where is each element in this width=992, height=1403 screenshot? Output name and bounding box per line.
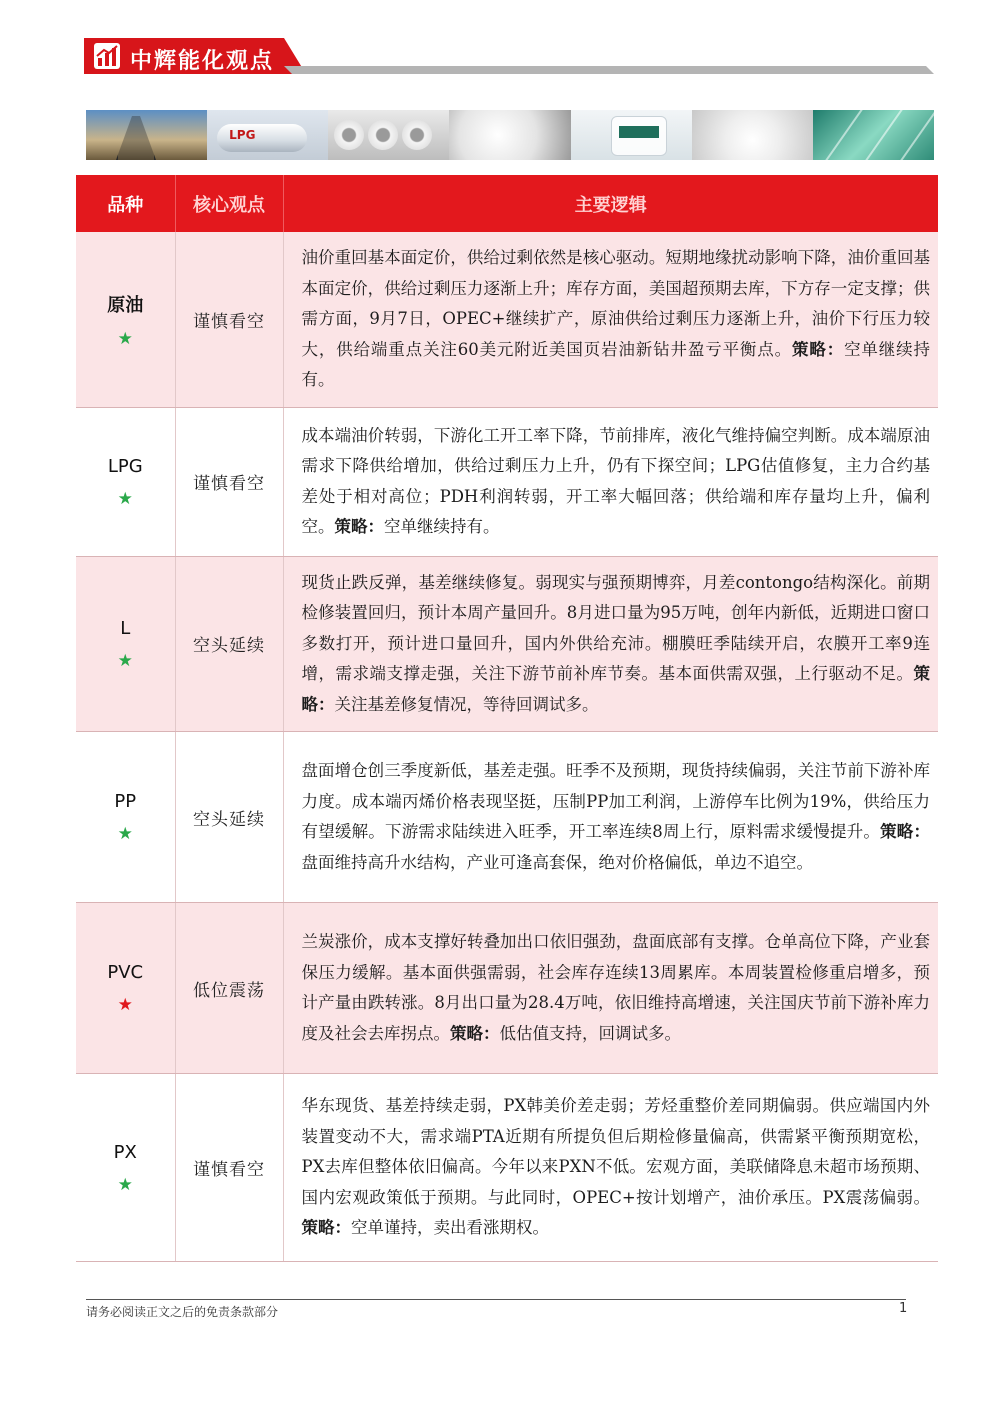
footer-rule (86, 1299, 906, 1300)
star-icon: ★ (117, 995, 133, 1015)
table-header-row (76, 175, 938, 232)
strategy-text: 低估值支持，回调试多。 (499, 1023, 681, 1043)
table-row-pvc (76, 903, 938, 1074)
view-cell: 谨慎看空 (175, 1074, 283, 1262)
report-header (84, 38, 934, 76)
star-icon: ★ (117, 328, 133, 349)
table-row-pp (76, 732, 938, 903)
product-image-strip (86, 110, 934, 160)
logic-text: 华东现货、基差持续走弱，PX韩美价差走弱；芳烃重整价差同期偏弱。供应端国内外装置变动不大，需求端PTA近期有所提负但后期检修量偏高，供需紧平衡预期宽松，PX去库但整体依旧偏高。今年以来PXN不低。宏观方面，美联储降息未超市场预期、国内宏观政策低于预期。与此同时，OPEC+按计划增产，油价承压。PX震荡偏弱。 (301, 1096, 930, 1207)
glass-edge (898, 110, 934, 160)
white-beads-image (692, 110, 813, 160)
logic-text: 现货止跌反弹，基差继续修复。弱现实与强预期博弈，月差contongo结构深化。前期检修装置回归，预计本周产量回升。8月进口量为95万吨，创年内新低，近期进口窗口多数打开，预计进口量回升，国内外供给充沛。棚膜旺季陆续开启，农膜开工率9连增，需求端支撑走强，关注下游节前补库节奏。基本面供需双强，上行驱动不足。 (301, 572, 930, 683)
variety-name: PX (113, 1141, 137, 1163)
table-row-crude-oil (76, 232, 938, 407)
pipe-shape (402, 120, 432, 150)
star-icon: ★ (117, 488, 133, 509)
lpg-tanks-image (207, 110, 328, 160)
logic-text: 成本端油价转弱，下游化工开工率下降，节前排库，液化气维持偏空判断。成本端原油需求下降供给增加，供给过剩压力上升，仍有下探空间；LPG估值修复，主力合约基差处于相对高位；PDH利润转弱，开工率大幅回落；供给端和库存量均上升，偏利空。 (301, 425, 930, 536)
variety-name: PP (114, 791, 137, 812)
derrick-shape (116, 116, 156, 160)
view-cell: 空头延续 (175, 556, 283, 732)
lpg-tank-label: LPG (229, 128, 256, 142)
header-rule (284, 66, 934, 74)
variety-name: LPG (107, 455, 143, 477)
variety-cell (76, 407, 175, 556)
strategy-text: 盘面维持高升水结构，产业可逢高套保，绝对价格偏低，单边不追空。 (301, 852, 813, 872)
strategy-label: 策略： (880, 822, 930, 841)
bar-chart-icon (94, 43, 120, 69)
header-logic-label: 主要逻辑 (574, 194, 647, 216)
variety-cell (76, 903, 175, 1074)
header-title: 中辉能化观点 (130, 49, 275, 74)
logic-cell (283, 407, 938, 556)
page-number: 1 (899, 1301, 908, 1316)
star-icon: ★ (117, 824, 133, 844)
strategy-text: 关注基差修复情况，等待回调试多。 (334, 694, 599, 714)
logic-cell (283, 232, 938, 407)
variety-name: L (120, 617, 131, 639)
header-logic (283, 175, 938, 232)
table-row-l (76, 556, 938, 732)
pvc-pipes-image (328, 110, 449, 160)
table-row-px (76, 1074, 938, 1262)
variety-name: PVC (107, 962, 144, 983)
header-variety: 品种 (76, 175, 175, 232)
strategy-label: 策略： (792, 339, 845, 359)
logic-cell (283, 556, 938, 732)
strategy-label: 策略： (334, 517, 384, 536)
header-view-label: 核心观点 (193, 194, 265, 216)
pipe-shape (334, 120, 364, 150)
view-cell: 空头延续 (175, 732, 283, 903)
bottle-label-shape (619, 126, 659, 138)
variety-name: 原油 (107, 294, 144, 316)
glass-edge (823, 110, 865, 160)
strategy-label: 策略： (301, 664, 930, 714)
plastic-pellets-image (449, 110, 570, 160)
strategy-text: 空单谨持，卖出看涨期权。 (351, 1218, 549, 1238)
variety-cell (76, 556, 175, 732)
variety-cell (76, 732, 175, 903)
glass-edge (863, 110, 905, 160)
logic-cell (283, 732, 938, 903)
star-icon: ★ (117, 1174, 133, 1195)
viewpoint-table (76, 175, 938, 1262)
variety-cell (76, 1074, 175, 1262)
logic-cell (283, 1074, 938, 1262)
view-cell: 谨慎看空 (175, 232, 283, 407)
glycol-bottle-image (571, 110, 692, 160)
strategy-label: 策略： (450, 1023, 500, 1043)
view-cell: 谨慎看空 (175, 407, 283, 556)
strategy-text: 空单继续持有。 (301, 339, 931, 389)
variety-cell (76, 232, 175, 407)
glass-panels-image (813, 110, 934, 160)
strategy-text: 空单继续持有。 (384, 517, 500, 536)
logic-text: 盘面增仓创三季度新低，基差走强。旺季不及预期，现货持续偏弱，关注节前下游补库力度。成本端丙烯价格表现坚挺，压制PP加工利润，上游停车比例为19%，供给压力有望缓解。下游需求陆续进入旺季，开工率连续8周上行，原料需求缓慢提升。 (301, 761, 930, 841)
pipe-shape (368, 120, 398, 150)
oil-derrick-image (86, 110, 207, 160)
logic-text: 兰炭涨价，成本支撑好转叠加出口依旧强劲，盘面底部有支撑。仓单高位下降，产业套保压力缓解。基本面供强需弱，社会库存连续13周累库。本周装置检修重启增多，预计产量由跌转涨。8月出口量为28.4万吨，依旧维持高增速，关注国庆节前下游补库力度及社会去库拐点。 (301, 932, 930, 1043)
logic-text: 油价重回基本面定价，供给过剩依然是核心驱动。短期地缘扰动影响下降，油价重回基本面定价，供给过剩压力逐渐上升；库存方面，美国超预期去库，下方存一定支撑；供需方面，9月7日，OPEC+继续扩产，原油供给过剩压力逐渐上升，油价下行压力较大，供给端重点关注60美元附近美国页岩油新钻井盈亏平衡点。 (301, 248, 930, 359)
table-row-lpg (76, 407, 938, 556)
header-view (175, 175, 283, 232)
logic-cell (283, 903, 938, 1074)
view-cell: 低位震荡 (175, 903, 283, 1074)
star-icon: ★ (117, 650, 133, 671)
footer-disclaimer: 请务必阅读正文之后的免责条款部分 (86, 1305, 279, 1319)
strategy-label: 策略： (301, 1218, 351, 1238)
